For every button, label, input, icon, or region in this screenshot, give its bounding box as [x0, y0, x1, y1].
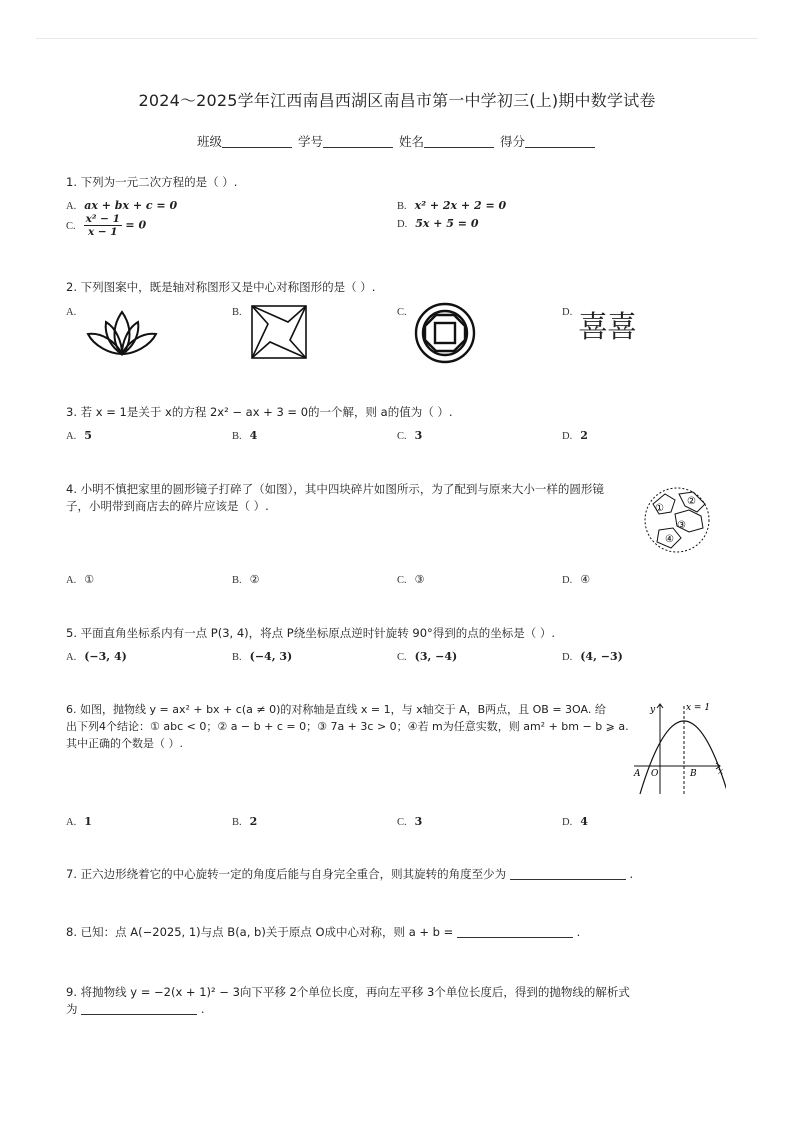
option-letter: A. [66, 201, 77, 212]
q7-answer-blank[interactable] [510, 867, 626, 880]
x-axis-label: x [718, 767, 724, 777]
option-letter: C. [397, 575, 407, 586]
q3-option-c[interactable] [397, 429, 422, 442]
point-a-label: A [634, 769, 641, 779]
option-text: (3, −4) [414, 650, 458, 663]
q7-row [66, 866, 633, 883]
q9-stem-line1: 9. 将抛物线 y = −2(x + 1)² − 3向下平移 2个单位长度，再向左平移 3个单位长度后，得到的抛物线的解析式 [66, 985, 630, 999]
q2-option-b[interactable] [232, 305, 250, 318]
score-field[interactable] [525, 133, 595, 148]
option-text: 4 [580, 815, 588, 828]
option-letter: A. [66, 817, 77, 828]
fraction-denominator: x − 1 [87, 226, 118, 238]
class-field[interactable] [222, 133, 292, 148]
option-text: 5 [84, 429, 92, 442]
q6-option-d[interactable] [562, 815, 588, 828]
option-letter: C. [397, 431, 407, 442]
fragment-label-4: ④ [665, 534, 674, 545]
q5-option-b[interactable] [232, 650, 292, 663]
q6-stem-line2: 出下列4个结论：① abc < 0；② a − b + c = 0；③ 7a + 3c > 0；④若 m为任意实数，则 am² + bm − b ⩾ a. [66, 720, 629, 733]
option-text: ④ [580, 573, 591, 586]
q4-option-c[interactable] [397, 573, 425, 586]
q3-option-a[interactable] [66, 429, 92, 442]
option-letter: B. [232, 431, 242, 442]
q1-option-c[interactable] [66, 213, 146, 238]
id-label: 学号 [297, 134, 323, 149]
q9-end: . [200, 1002, 205, 1016]
option-letter: B. [232, 652, 242, 663]
parabola-figure [630, 698, 726, 798]
circle-octagon-figure [413, 302, 477, 364]
q5-option-c[interactable] [397, 650, 457, 663]
option-letter: B. [232, 817, 242, 828]
option-letter: D. [562, 431, 573, 442]
option-letter: A. [66, 575, 77, 586]
option-text: (−4, 3) [249, 650, 293, 663]
option-letter: D. [397, 219, 408, 230]
option-letter: C. [397, 652, 407, 663]
option-letter: A. [66, 652, 77, 663]
option-letter: D. [562, 575, 573, 586]
q2-option-c[interactable] [397, 305, 415, 318]
q8-stem: 8. 已知：点 A(−2025, 1)与点 B(a, b)关于原点 O成中心对称，则 a + b = [66, 925, 454, 939]
option-text: 3 [414, 815, 423, 828]
fragment-label-2: ② [687, 496, 696, 507]
option-text: 4 [249, 429, 258, 442]
y-axis-label: y [650, 705, 656, 715]
option-text: ② [249, 573, 260, 586]
q5-option-d[interactable] [562, 650, 623, 663]
q5-stem: 5. 平面直角坐标系内有一点 P(3, 4)，将点 P绕坐标原点逆时针旋转 90°得到的点的坐标是（ ）. [66, 626, 556, 640]
name-field[interactable] [424, 133, 494, 148]
broken-mirror-figure [641, 486, 721, 556]
option-letter: B. [232, 307, 242, 318]
page-title: 2024～2025学年江西南昌西湖区南昌市第一中学初三(上)期中数学试卷 [138, 91, 656, 110]
q7-end: . [629, 867, 634, 881]
option-text: 2 [249, 815, 258, 828]
q6-stem-line1: 6. 如图，抛物线 y = ax² + bx + c(a ≠ 0)的对称轴是直线 x = 1，与 x轴交于 A，B两点，且 OB = 3OA. 给 [66, 703, 606, 716]
option-letter: D. [562, 307, 573, 318]
option-letter: C. [66, 220, 76, 232]
class-label: 班级 [196, 134, 222, 149]
option-text: ③ [414, 573, 425, 586]
name-label: 姓名 [398, 134, 424, 149]
q3-option-d[interactable] [562, 429, 588, 442]
q9-answer-blank[interactable] [81, 1002, 197, 1015]
q9-stem-line2: 为 [66, 1002, 78, 1016]
q4-option-a[interactable] [66, 573, 94, 586]
q6-option-b[interactable] [232, 815, 257, 828]
q4-option-d[interactable] [562, 573, 590, 586]
q3-option-b[interactable] [232, 429, 257, 442]
q1-option-d[interactable] [397, 217, 479, 230]
option-text: 3 [414, 429, 423, 442]
q1-stem: 1. 下列为一元二次方程的是（ ）. [66, 175, 238, 189]
option-letter: D. [562, 817, 573, 828]
fraction-numerator: x² − 1 [85, 213, 120, 225]
option-text: ① [84, 573, 95, 586]
origin-label: O [651, 769, 659, 779]
double-happiness-figure: 喜喜 [578, 310, 636, 345]
symmetry-axis-label: x = 1 [686, 703, 711, 713]
fragment-label-3: ③ [677, 520, 686, 531]
option-text: (−3, 4) [84, 650, 127, 663]
q6-option-c[interactable] [397, 815, 422, 828]
q5-option-a[interactable] [66, 650, 127, 663]
q4-stem-line1: 4. 小明不慎把家里的圆形镜子打碎了（如图），其中四块碎片如图所示，为了配到与原来大小一样的圆形镜 [66, 482, 604, 496]
q3-stem: 3. 若 x = 1是关于 x的方程 2x² − ax + 3 = 0的一个解，则 a的值为（ ）. [66, 405, 453, 419]
q6-option-a[interactable] [66, 815, 92, 828]
option-letter: C. [397, 307, 407, 318]
option-text: ax + bx + c = 0 [84, 199, 178, 212]
q7-stem: 7. 正六边形绕着它的中心旋转一定的角度后能与自身完全重合，则其旋转的角度至少为 [66, 867, 507, 881]
q4-stem-line2: 子，小明带到商店去的碎片应该是（ ）. [66, 499, 269, 513]
option-letter: B. [397, 201, 407, 212]
fragment-label-1: ① [655, 503, 664, 514]
q9-row [66, 1001, 204, 1018]
option-letter: A. [66, 307, 77, 318]
q6-stem-line3: 其中正确的个数是（ ）. [66, 737, 183, 750]
option-letter: A. [66, 431, 77, 442]
q8-answer-blank[interactable] [457, 925, 573, 938]
q4-option-b[interactable] [232, 573, 260, 586]
option-text: 1 [84, 815, 92, 828]
point-b-label: B [690, 769, 697, 779]
option-fraction [84, 213, 122, 238]
option-text: 2 [580, 429, 588, 442]
q8-row [66, 924, 580, 941]
id-field[interactable] [323, 133, 393, 148]
q1-option-b[interactable] [397, 199, 506, 212]
student-info-row [0, 132, 794, 150]
score-label: 得分 [499, 134, 525, 149]
header-divider [36, 38, 758, 39]
option-letter: D. [562, 652, 573, 663]
q2-stem: 2. 下列图案中，既是轴对称图形又是中心对称图形的是（ ）. [66, 280, 376, 294]
option-text: x² + 2x + 2 = 0 [414, 199, 507, 212]
q8-end: . [576, 925, 581, 939]
q1-option-a[interactable] [66, 199, 177, 212]
option-text: (4, −3) [580, 650, 623, 663]
option-letter: C. [397, 817, 407, 828]
option-letter: B. [232, 575, 242, 586]
lotus-figure [82, 304, 162, 360]
option-text: = 0 [125, 218, 147, 232]
pinwheel-square-figure [250, 304, 310, 360]
option-text: 5x + 5 = 0 [415, 217, 479, 230]
